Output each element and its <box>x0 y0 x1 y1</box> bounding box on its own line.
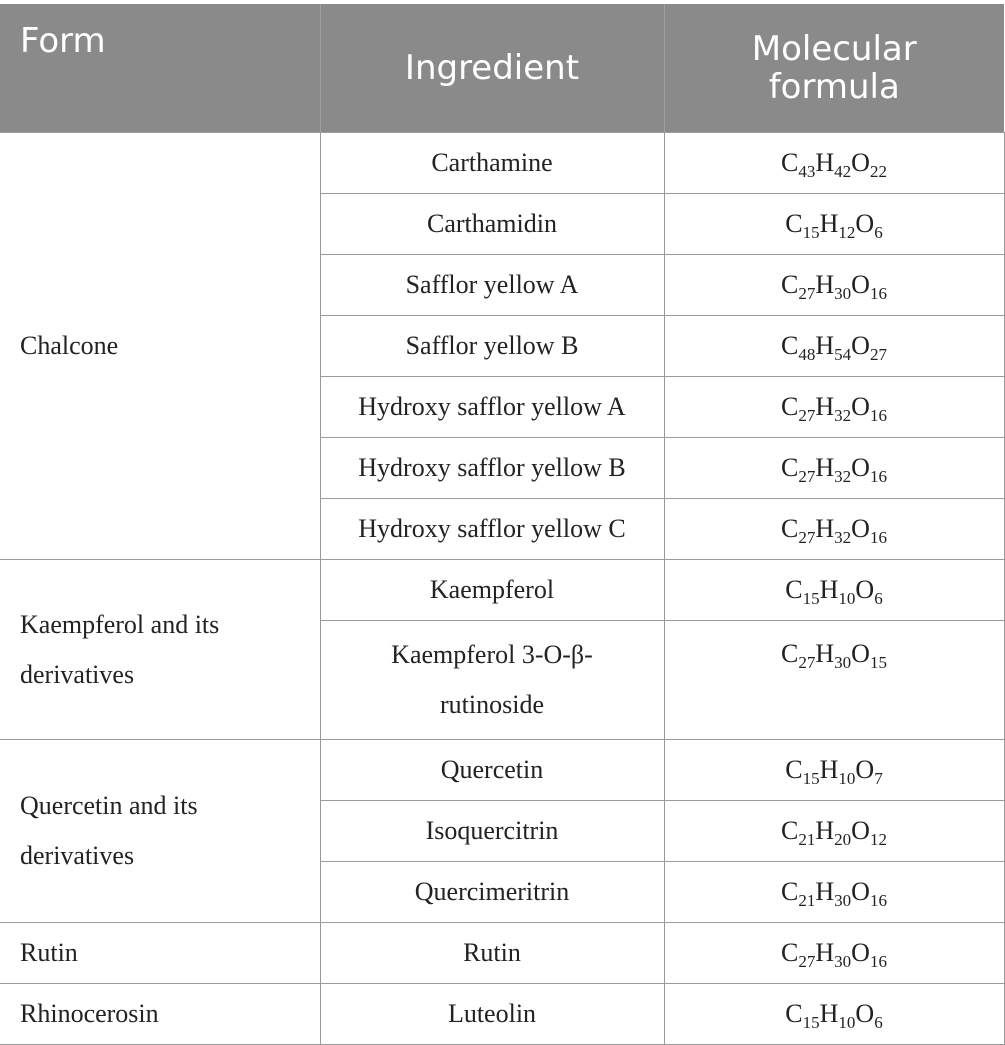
formula-subscript: 12 <box>838 223 856 242</box>
formula-element: C <box>781 392 799 421</box>
formula-element: O <box>855 209 875 238</box>
table-row <box>0 133 1004 194</box>
formula-subscript: 6 <box>874 589 883 608</box>
formula-subscript: 16 <box>869 528 887 547</box>
ingredient-cell <box>320 133 664 194</box>
ingredient-cell <box>320 621 664 740</box>
formula-subscript: 16 <box>869 467 887 486</box>
formula-element: H <box>819 755 839 784</box>
formula-element: C <box>781 514 799 543</box>
molecular-formula <box>781 453 887 486</box>
formula-subscript: 6 <box>874 1013 883 1032</box>
formula-subscript: 43 <box>798 162 816 181</box>
header-form: Form <box>0 4 320 133</box>
molecular-formula <box>781 877 887 910</box>
formula-cell <box>664 499 1004 560</box>
formula-element: H <box>819 999 839 1028</box>
header-formula: Molecular formula <box>751 29 917 107</box>
formula-element: O <box>851 639 870 668</box>
formula-subscript: 21 <box>798 830 816 849</box>
form-label: Chalcone <box>20 331 119 360</box>
formula-element: C <box>785 575 803 604</box>
ingredient-cell <box>320 438 664 499</box>
formula-subscript: 16 <box>869 952 887 971</box>
compound-table <box>0 4 1005 1045</box>
formula-subscript: 12 <box>869 830 887 849</box>
formula-element: C <box>781 938 799 967</box>
formula-element: O <box>855 575 875 604</box>
formula-subscript: 22 <box>869 162 887 181</box>
formula-subscript: 10 <box>838 589 856 608</box>
formula-subscript: 16 <box>869 406 887 425</box>
formula-subscript: 15 <box>869 653 887 672</box>
ingredient-name: Safflor yellow A <box>405 270 579 299</box>
formula-cell <box>664 438 1004 499</box>
formula-element: C <box>781 816 799 845</box>
table-row <box>0 740 1004 801</box>
formula-cell <box>664 133 1004 194</box>
ingredient-name: Kaempferol <box>429 575 555 604</box>
header-row <box>0 4 1004 133</box>
molecular-formula <box>785 209 883 242</box>
formula-subscript: 27 <box>798 467 816 486</box>
ingredient-name: Carthamine <box>431 148 553 177</box>
formula-element: O <box>851 453 870 482</box>
molecular-formula <box>781 938 887 971</box>
formula-subscript: 15 <box>802 223 820 242</box>
formula-element: C <box>785 999 803 1028</box>
form-label: Rhinocerosin <box>20 999 159 1028</box>
formula-cell <box>664 862 1004 923</box>
table-row <box>0 560 1004 621</box>
formula-element: H <box>819 209 839 238</box>
formula-element: H <box>815 877 835 906</box>
formula-subscript: 32 <box>834 467 852 486</box>
ingredient-name: Carthamidin <box>427 209 557 238</box>
formula-subscript: 27 <box>798 284 816 303</box>
ingredient-cell <box>320 984 664 1045</box>
formula-subscript: 16 <box>869 284 887 303</box>
formula-subscript: 7 <box>874 769 883 788</box>
form-cell <box>0 133 320 560</box>
formula-cell <box>664 194 1004 255</box>
ingredient-name: Hydroxy safflor yellow C <box>358 514 626 543</box>
molecular-formula <box>781 392 887 425</box>
formula-element: C <box>785 209 803 238</box>
form-label: Quercetin and its derivatives <box>20 791 198 870</box>
ingredient-cell <box>320 740 664 801</box>
formula-cell <box>664 740 1004 801</box>
formula-subscript: 30 <box>834 891 852 910</box>
formula-element: H <box>815 331 835 360</box>
formula-element: O <box>851 270 870 299</box>
formula-element: H <box>815 639 835 668</box>
formula-subscript: 30 <box>834 952 852 971</box>
formula-element: H <box>815 148 835 177</box>
formula-subscript: 16 <box>869 891 887 910</box>
formula-element: C <box>781 331 799 360</box>
formula-cell <box>664 316 1004 377</box>
formula-element: O <box>851 816 870 845</box>
formula-subscript: 30 <box>834 653 852 672</box>
formula-cell <box>664 621 1004 740</box>
ingredient-cell <box>320 862 664 923</box>
molecular-formula <box>781 331 887 364</box>
formula-cell <box>664 377 1004 438</box>
ingredient-name: Quercimeritrin <box>414 877 570 906</box>
form-label: Kaempferol and its derivatives <box>20 609 220 689</box>
formula-element: H <box>815 938 835 967</box>
formula-element: O <box>851 938 870 967</box>
molecular-formula <box>781 514 887 547</box>
formula-element: C <box>781 270 799 299</box>
formula-subscript: 32 <box>834 406 852 425</box>
ingredient-cell <box>320 499 664 560</box>
molecular-formula <box>781 639 887 672</box>
table-row <box>0 984 1004 1045</box>
formula-subscript: 21 <box>798 891 816 910</box>
formula-element: C <box>785 755 803 784</box>
formula-subscript: 42 <box>834 162 852 181</box>
formula-subscript: 10 <box>838 1013 856 1032</box>
ingredient-name: Isoquercitrin <box>425 816 559 845</box>
table-row <box>0 923 1004 984</box>
formula-element: O <box>855 999 875 1028</box>
header-formula-cell <box>664 4 1004 133</box>
formula-element: O <box>851 514 870 543</box>
ingredient-name: Safflor yellow B <box>405 331 579 360</box>
table-body <box>0 133 1004 1045</box>
ingredient-name: Luteolin <box>447 999 537 1028</box>
form-cell <box>0 984 320 1045</box>
formula-element: C <box>781 148 799 177</box>
formula-subscript: 15 <box>802 589 820 608</box>
formula-cell <box>664 801 1004 862</box>
formula-subscript: 27 <box>798 406 816 425</box>
molecular-formula <box>781 148 887 181</box>
formula-element: H <box>815 514 835 543</box>
formula-element: O <box>851 148 870 177</box>
formula-subscript: 48 <box>798 345 816 364</box>
ingredient-cell <box>320 255 664 316</box>
formula-subscript: 27 <box>798 653 816 672</box>
formula-subscript: 27 <box>798 952 816 971</box>
ingredient-cell <box>320 560 664 621</box>
form-cell <box>0 923 320 984</box>
ingredient-cell <box>320 377 664 438</box>
formula-element: H <box>815 453 835 482</box>
molecular-formula <box>785 575 883 608</box>
molecular-formula <box>785 755 883 788</box>
ingredient-name: Hydroxy safflor yellow B <box>358 453 626 482</box>
ingredient-name: Hydroxy safflor yellow A <box>358 392 626 421</box>
formula-subscript: 6 <box>874 223 883 242</box>
formula-cell <box>664 923 1004 984</box>
formula-subscript: 10 <box>838 769 856 788</box>
ingredient-name: Kaempferol 3-O-β-rutinoside <box>391 640 593 719</box>
formula-subscript: 30 <box>834 284 852 303</box>
form-cell <box>0 740 320 923</box>
formula-element: O <box>855 755 875 784</box>
ingredient-cell <box>320 923 664 984</box>
formula-subscript: 32 <box>834 528 852 547</box>
formula-element: O <box>851 877 870 906</box>
ingredient-cell <box>320 801 664 862</box>
formula-cell <box>664 560 1004 621</box>
formula-cell <box>664 984 1004 1045</box>
formula-cell <box>664 255 1004 316</box>
formula-element: H <box>819 575 839 604</box>
formula-element: H <box>815 392 835 421</box>
formula-subscript: 20 <box>834 830 852 849</box>
ingredient-cell <box>320 194 664 255</box>
formula-element: C <box>781 639 799 668</box>
molecular-formula <box>781 816 887 849</box>
formula-element: C <box>781 453 799 482</box>
ingredient-name: Quercetin <box>440 755 544 784</box>
ingredient-name: Rutin <box>463 938 521 967</box>
formula-element: O <box>851 331 870 360</box>
form-label: Rutin <box>20 938 78 967</box>
header-ingredient: Ingredient <box>320 4 664 133</box>
formula-element: O <box>851 392 870 421</box>
formula-subscript: 27 <box>798 528 816 547</box>
formula-subscript: 27 <box>869 345 887 364</box>
molecular-formula <box>785 999 883 1032</box>
formula-subscript: 15 <box>802 1013 820 1032</box>
form-cell <box>0 560 320 740</box>
formula-element: H <box>815 816 835 845</box>
formula-element: H <box>815 270 835 299</box>
formula-subscript: 54 <box>834 345 852 364</box>
molecular-formula <box>781 270 887 303</box>
formula-subscript: 15 <box>802 769 820 788</box>
formula-element: C <box>781 877 799 906</box>
ingredient-cell <box>320 316 664 377</box>
